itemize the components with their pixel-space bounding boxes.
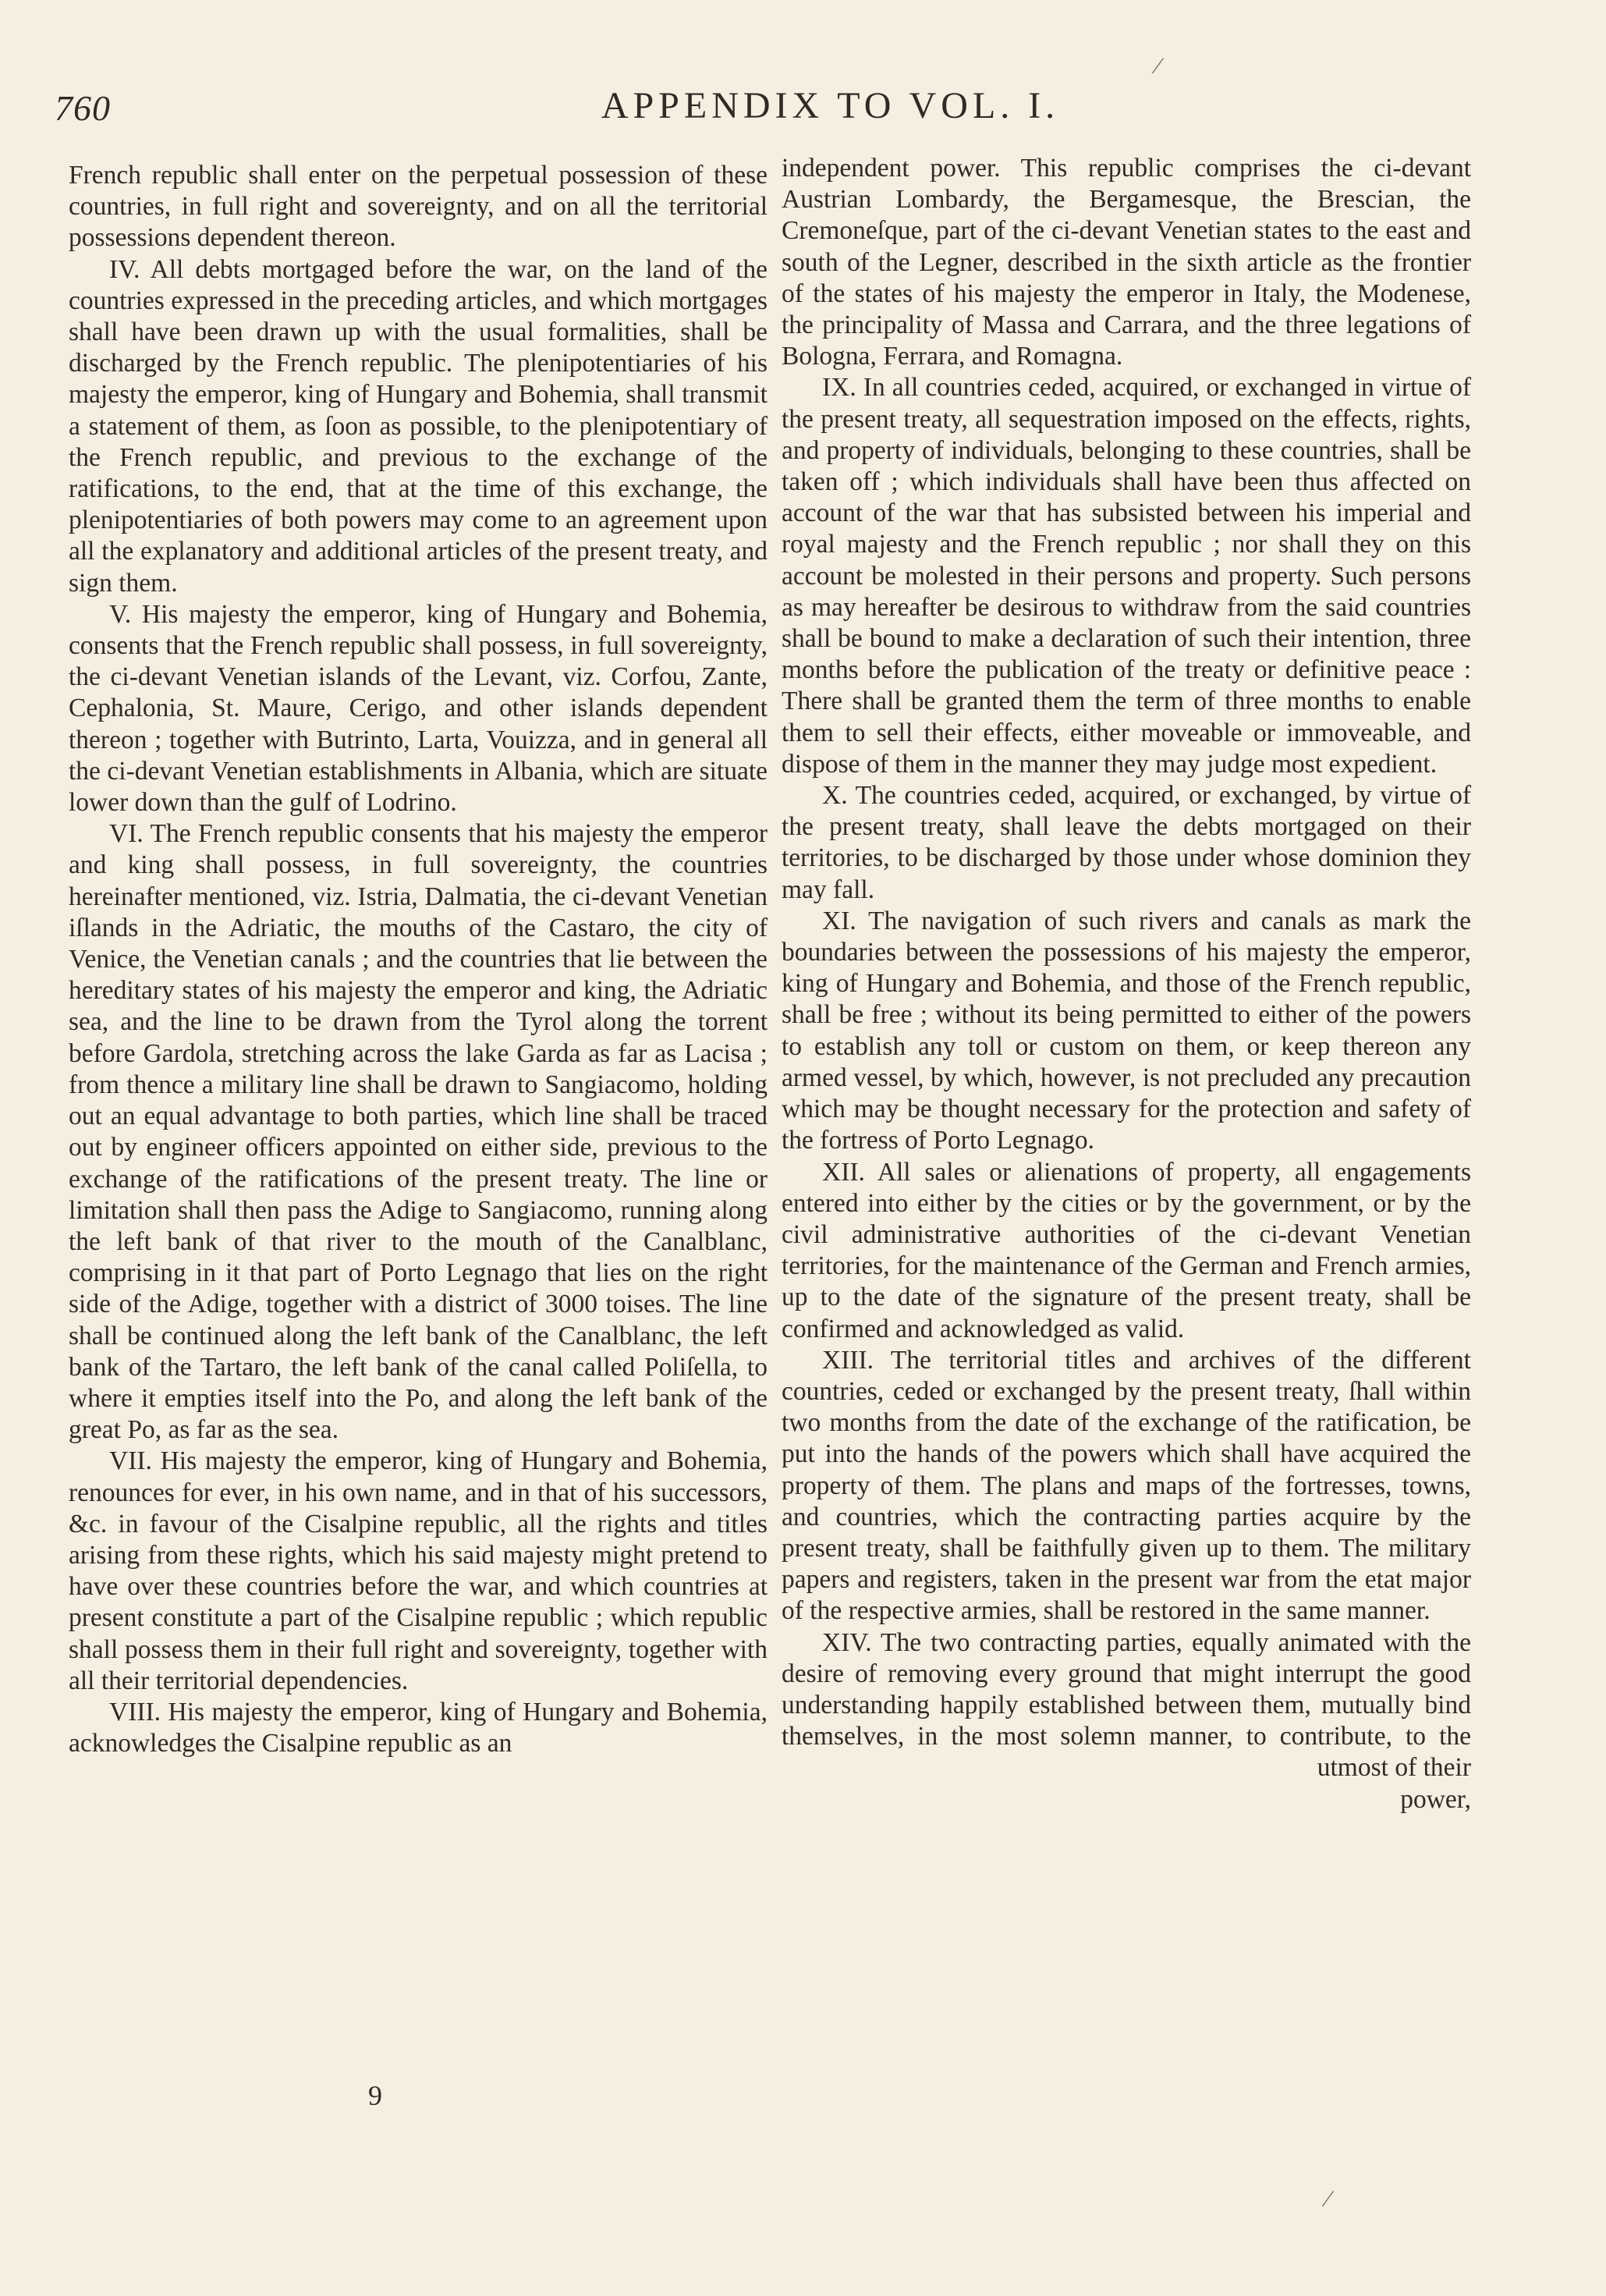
- article-x: X. The countries ceded, acquired, or exchanged, by virtue of the present treaty, shall leave the debts mortgaged on their territories, to be discharged by those under whose dominion they may fall.: [782, 781, 1471, 904]
- article-xii: XII. All sales or alienations of property, all engagements entered into either by the cities or by the government, or by the civil administrative authorities of the ci-devant Venetian territories, for the maintenance of the German and French armies, up to the date of the signature of the present treaty, shall be confirmed and acknowledged as valid.: [782, 1157, 1471, 1343]
- article-xi: XI. The navigation of such rivers and canals as mark the boundaries between the possessions of his majesty the emperor, king of Hungary and Bohemia, and those of the French republic, shall be free ; without its being permitted to either of the powers to establish any toll or custom on them, or keep thereon any armed vessel, by which, however, is not precluded any precaution which may be thought necessary for the protection and safety of the fortress of Porto Legnago.: [782, 906, 1471, 1155]
- article-v: V. His majesty the emperor, king of Hungary and Bohemia, consents that the French republic shall possess, in full sovereignty, the ci-devant Venetian islands of the Levant, viz. Corfou, Zante, Cephalonia, St. Maure, Cerigo, and other islands dependent thereon ; together with Butrinto, Larta, Vouizza, and in general all the ci-devant Venetian establishments in Albania, which are situate lower down than the gulf of Lodrino.: [69, 599, 768, 818]
- article-xiii: XIII. The territorial titles and archives of the different countries, ceded or exchanged by the present treaty, ſhall within two months from the date of the exchange of the ratification, be put into the hands of the powers which shall have acquired the property of them. The plans and maps of the fortresses, towns, and countries, which the contracting parties acquire by the present treaty, shall be faithfully given up to them. The military papers and registers, taken in the present war from the etat major of the respective armies, shall be restored in the same manner.: [782, 1345, 1471, 1626]
- article-vii: VII. His majesty the emperor, king of Hungary and Bohemia, renounces for ever, in his own name, and in that of his successors, &c. in favour of the Cisalpine republic, all the rights and titles arising from these rights, which his said majesty might pretend to have over these countries before the war, and which countries at present constitute a part of the Cisalpine republic ; which republic shall possess them in their full right and sovereignty, together with all their territorial dependencies.: [69, 1446, 768, 1695]
- right-column: [782, 153, 1471, 1815]
- signature-mark: 9: [368, 2080, 382, 2111]
- running-title: APPENDIX TO VOL. I.: [601, 85, 1060, 126]
- paragraph: independent power. This republic comprises the ci-devant Austrian Lombardy, the Bergamesque, the Brescian, the Cremoneſque, part of the ci-devant Venetian states to the east and south of the Legner, described in the sixth article as the frontier of the states of his majesty the emperor in Italy, the Modenese, the principality of Massa and Carrara, and the three legations of Bologna, Ferrara, and Romagna.: [782, 154, 1471, 371]
- catchword: power,: [1400, 1784, 1471, 1814]
- pen-mark: ⁄: [1326, 2186, 1331, 2212]
- article-viii: VIII. His majesty the emperor, king of Hungary and Bohemia, acknowledges the Cisalpine republic as an: [69, 1697, 768, 1758]
- article-vi: VI. The French republic consents that his majesty the emperor and king shall possess, in full sovereignty, the countries hereinafter mentioned, viz. Istria, Dalmatia, the ci-devant Venetian iſlands in the Adriatic, the mouths of the Castaro, the city of Venice, the Venetian canals ; and the countries that lie between the hereditary states of his majesty the emperor and king, the Adriatic sea, and the line to be drawn from the Tyrol along the torrent before Gardola, stretching across the lake Garda as far as Lacisa ; from thence a military line shall be drawn to Sangiacomo, holding out an equal advantage to both parties, which line shall be traced out by engineer officers appointed on either side, previous to the exchange of the ratifications of the present treaty. The line or limitation shall then pass the Adige to Sangiacomo, running along the left bank of that river to the mouth of the Canalblanc, comprising in it that part of Porto Legnago that lies on the right side of the Adige, together with a district of 3000 toises. The line shall be continued along the left bank of the Canalblanc, the left bank of the Tartaro, the left bank of the canal called Poliſella, to where it empties itself into the Po, and along the left bank of the great Po, as far as the sea.: [69, 819, 768, 1445]
- article-iv: IV. All debts mortgaged before the war, on the land of the countries expressed in the preceding articles, and which mortgages shall have been drawn up with the usual formalities, shall be discharged by the French republic. The plenipotentiaries of his majesty the emperor, king of Hungary and Bohemia, shall transmit a statement of them, as ſoon as possible, to the plenipotentiary of the French republic, and previous to the exchange of the ratifications, to the end, that at the time of this exchange, the plenipotentiaries of both powers may come to an agreement upon all the explanatory and additional articles of the present treaty, and sign them.: [69, 254, 768, 598]
- left-column: [69, 160, 768, 1759]
- article-ix: IX. In all countries ceded, acquired, or exchanged in virtue of the present treaty, all sequestration imposed on the effects, rights, and property of individuals, belonging to these countries, shall be taken off ; which individuals shall have been thus affected on account of the war that has subsisted between his imperial and royal majesty and the French republic ; nor shall they on this account be molested in their persons and property. Such persons as may hereafter be desirous to withdraw from the said countries shall be bound to make a declaration of such their intention, three months before the publication of the treaty or definitive peace : There shall be granted them the term of three months to enable them to sell their effects, either moveable or immoveable, and dispose of them in the manner they may judge most expedient.: [782, 373, 1471, 779]
- article-xiv: XIV. The two contracting parties, equally animated with the desire of removing every ground that might interrupt the good understanding happily established between them, mutually bind themselves, in the most solemn manner, to contribute, to the utmost of their: [782, 1627, 1471, 1783]
- paragraph: French republic shall enter on the perpetual possession of these countries, in full right and sovereignty, and on all the territorial possessions dependent thereon.: [69, 161, 768, 253]
- pen-mark: ⁄: [1156, 53, 1161, 79]
- page-number: 760: [55, 88, 111, 128]
